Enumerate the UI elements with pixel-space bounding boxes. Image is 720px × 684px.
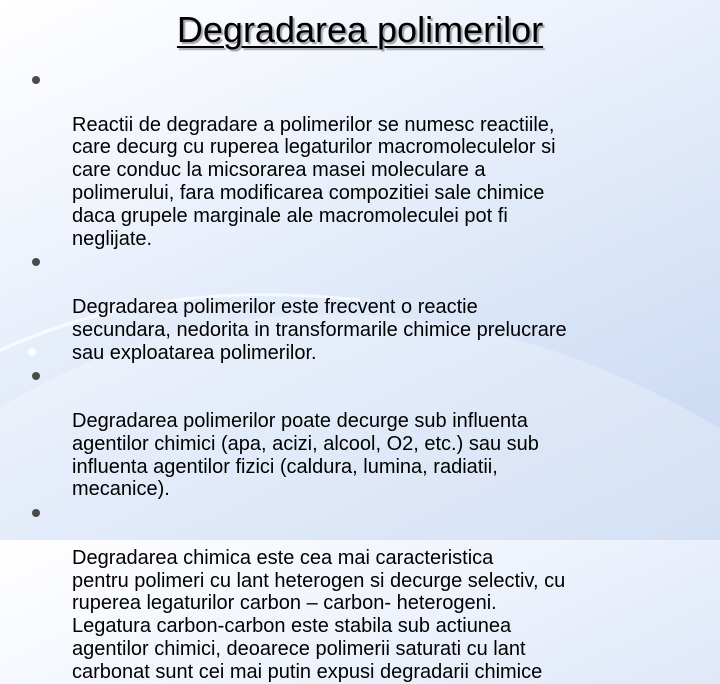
bullet-dot-icon bbox=[32, 258, 40, 266]
bullet-item bbox=[30, 68, 705, 250]
bullet-item bbox=[30, 364, 705, 501]
slide-title: Degradarea polimerilor bbox=[176, 9, 544, 50]
bullet-item bbox=[30, 501, 705, 683]
bullet-dot-icon bbox=[32, 372, 40, 380]
bullet-text: Degradarea polimerilor poate decurge sub influenta agentilor chimici (apa, acizi, alcool, O2, etc.) sau sub influenta agentilor fizici (caldura, lumina, radiatii, mecanice). bbox=[72, 409, 539, 501]
bullet-dot-icon bbox=[32, 76, 40, 84]
bullet-list bbox=[30, 68, 705, 684]
bullet-item bbox=[30, 250, 705, 364]
bullet-text: Reactii de degradare a polimerilor se numesc reactiile, care decurg cu ruperea legaturilor macromoleculelor si care conduc la micsorarea masei moleculare a polimerului, fara modificarea compozitiei sale chimice daca grupele marginale ale macromoleculei pot fi neglijate. bbox=[72, 113, 556, 250]
bullet-text: Degradarea chimica este cea mai caracteristica pentru polimeri cu lant heterogen si decurge selectiv, cu ruperea legaturilor carbon – carbon- heterogeni. Legatura carbon-carbon este stabila sub actiunea agentilor chimici, deoarece polimerii saturati cu lant carbonat sunt cei mai putin expusi degradarii chimice bbox=[72, 546, 566, 683]
bullet-dot-icon bbox=[32, 509, 40, 517]
bullet-text: Degradarea polimerilor este frecvent o reactie secundara, nedorita in transformarile chimice prelucrare sau exploatarea polimerilor. bbox=[72, 295, 567, 364]
